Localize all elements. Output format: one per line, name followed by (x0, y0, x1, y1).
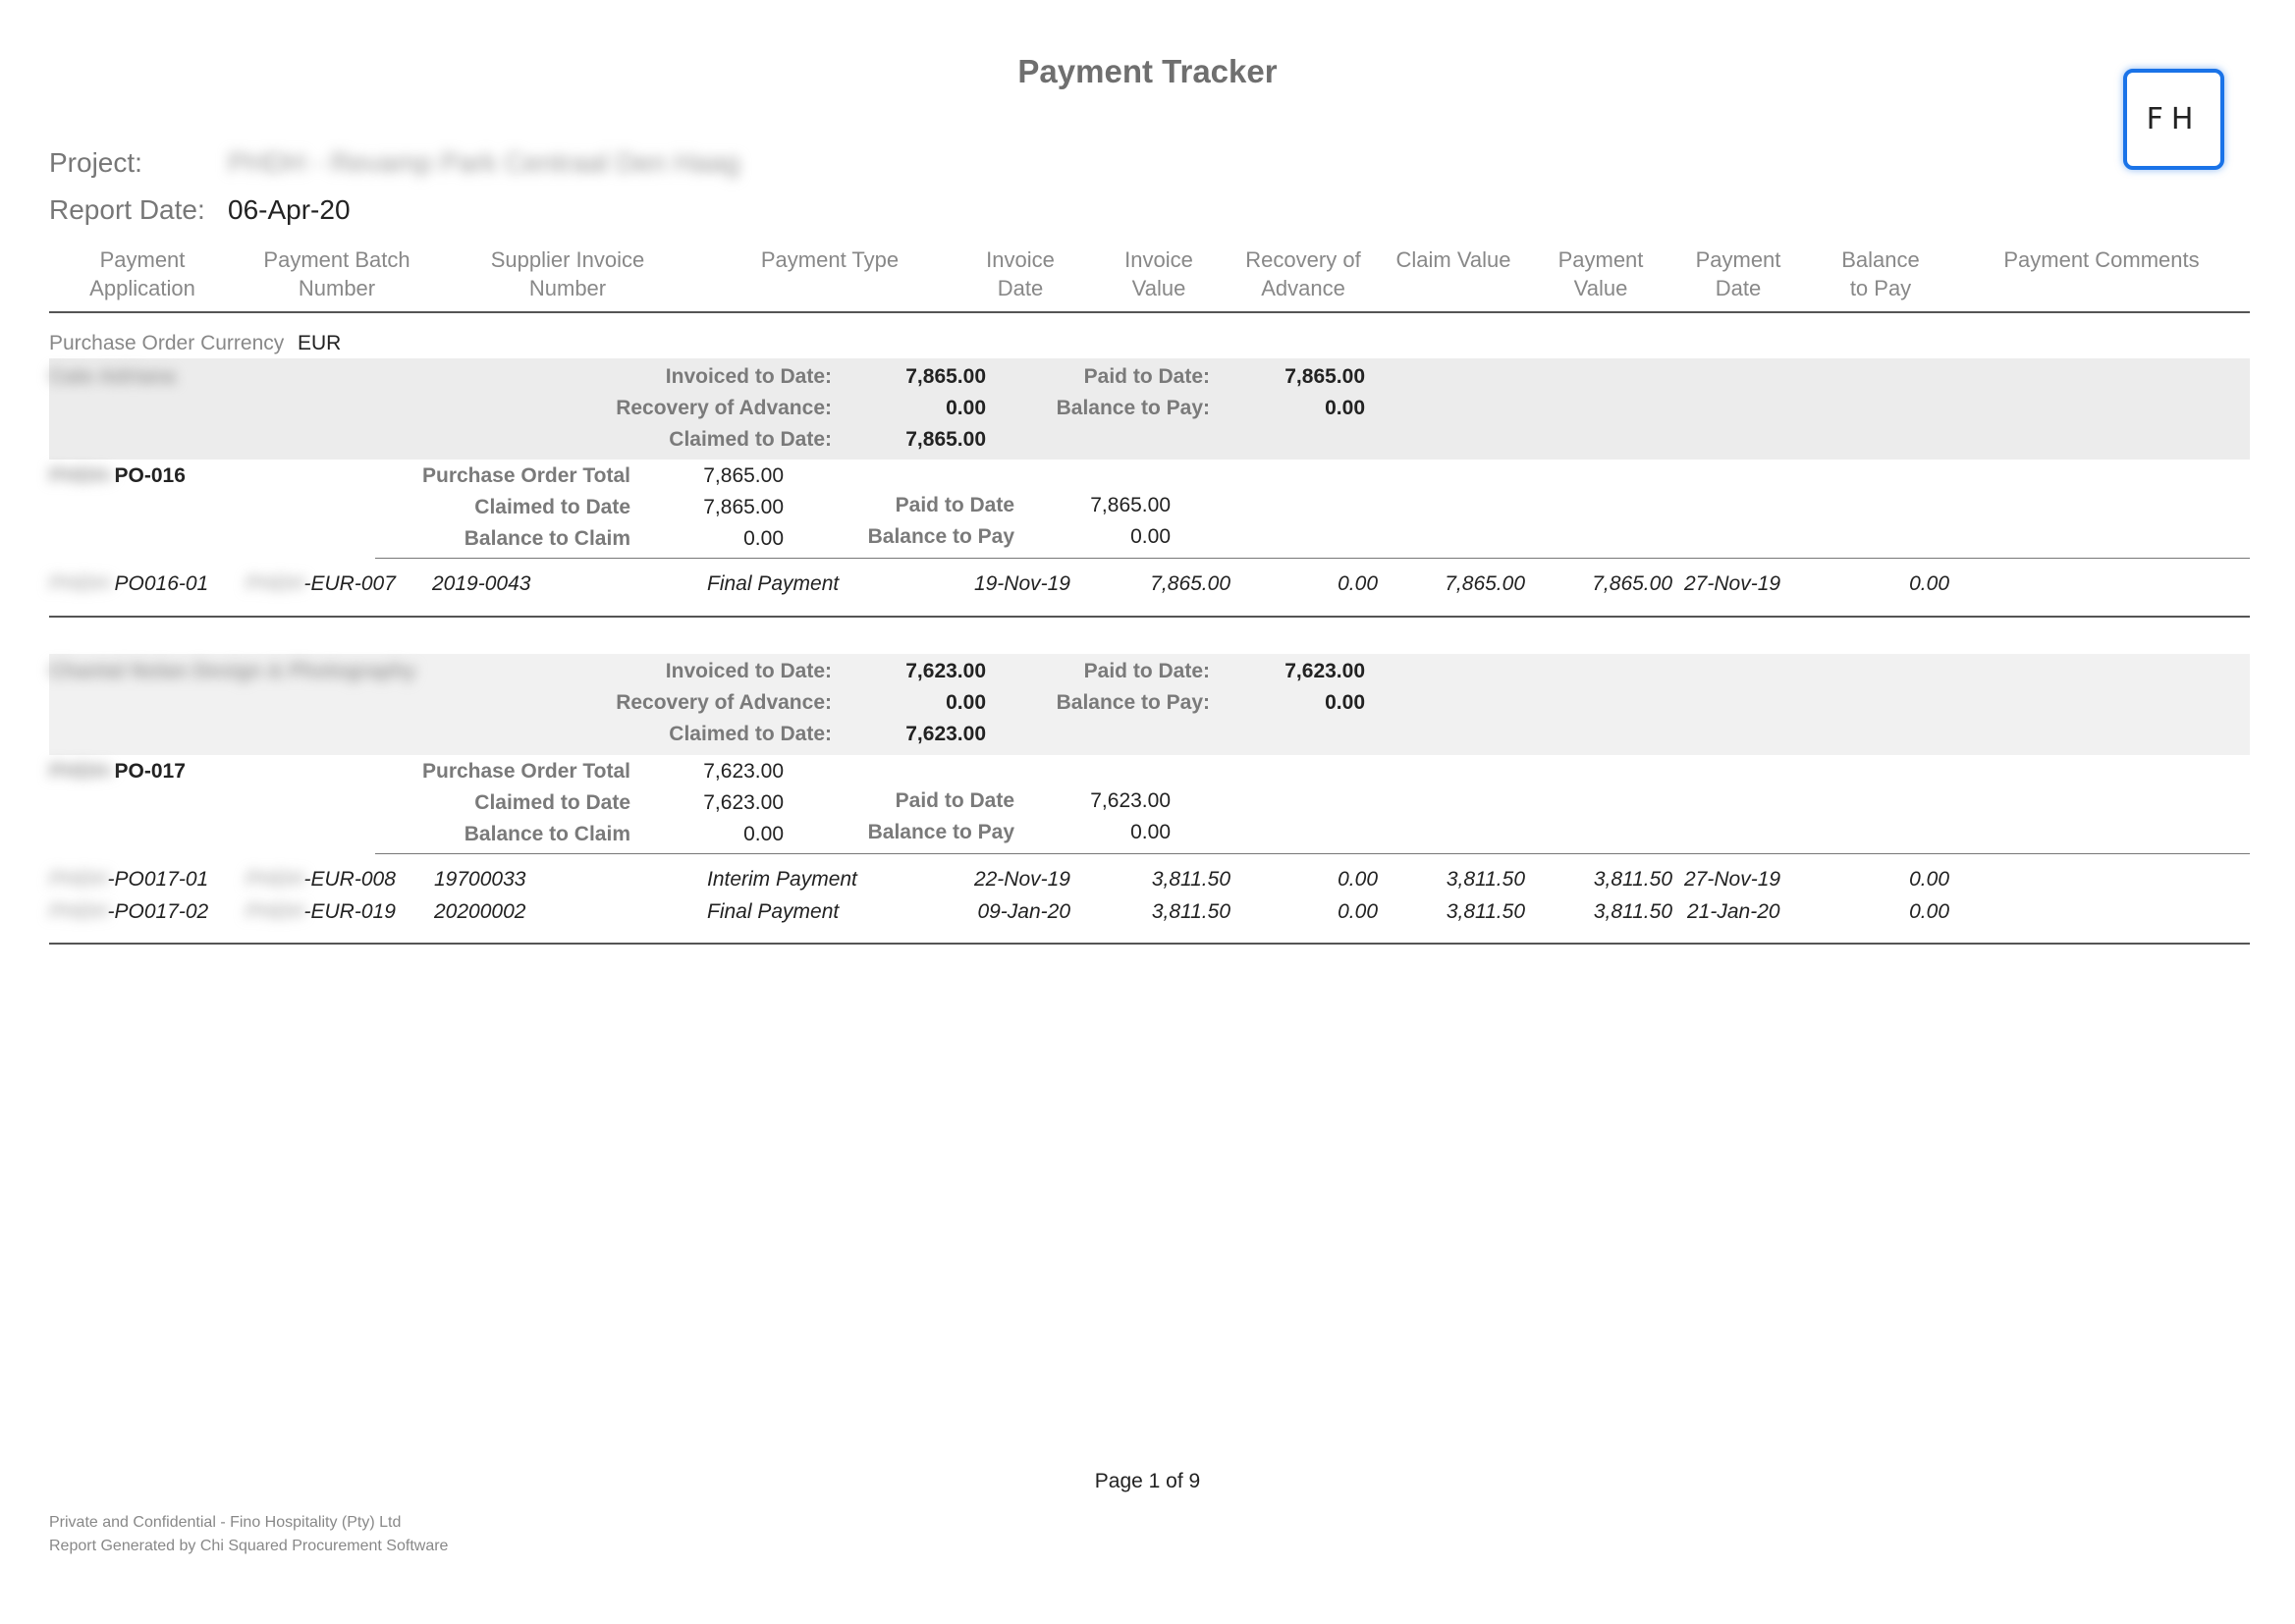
supplier-divider (49, 616, 2250, 618)
footer-confidential: Private and Confidential - Fino Hospitality (Pty) Ltd (49, 1514, 402, 1531)
invoiced-to-date-label: Invoiced to Date: (665, 660, 832, 682)
balance-to-pay-label: Balance to Pay: (1056, 397, 1210, 419)
invoiced-to-date-value: 7,623.00 (905, 660, 986, 682)
col-payment-application: Payment Application (89, 247, 195, 300)
claimed-to-date-label: Claimed to Date: (669, 428, 832, 451)
po-divider (375, 558, 2250, 559)
po-claimed-value: 7,865.00 (703, 496, 784, 518)
supplier-divider (49, 943, 2250, 945)
po-claimed-value: 7,623.00 (703, 791, 784, 814)
page-number: Page 1 of 9 (1094, 1470, 1201, 1492)
po-paid-label: Paid to Date (895, 789, 1014, 812)
po-balance-pay-label: Balance to Pay (867, 821, 1014, 843)
currency-value: EUR (298, 332, 342, 354)
po-total-value: 7,865.00 (703, 464, 784, 487)
header-divider (49, 311, 2250, 313)
balance-to-pay-label: Balance to Pay: (1056, 691, 1210, 714)
invoiced-to-date-label: Invoiced to Date: (665, 365, 832, 388)
po-claimed-label: Claimed to Date (474, 496, 630, 518)
col-invoice-date: Invoice Date (986, 247, 1055, 300)
paid-to-date-label: Paid to Date: (1083, 660, 1210, 682)
po-balance-claim-value: 0.00 (743, 527, 784, 550)
paid-to-date-label: Paid to Date: (1083, 365, 1210, 388)
table-row: PHDH-PO017-01 PHDH-EUR-008 19700033 Interim Payment 22-Nov-19 3,811.50 0.00 3,811.50 3,811.50 27-Nov-19 0.00 (49, 868, 1949, 891)
footer-generated-by: Report Generated by Chi Squared Procurement Software (49, 1538, 449, 1554)
claimed-to-date-label: Claimed to Date: (669, 723, 832, 745)
project-label: Project: (49, 147, 142, 178)
claimed-to-date-value: 7,623.00 (905, 723, 986, 745)
balance-to-pay-value: 0.00 (1325, 397, 1365, 419)
po-balance-pay-value: 0.00 (1130, 525, 1171, 548)
col-supplier-invoice: Supplier Invoice Number (490, 247, 645, 300)
balance-to-pay-value: 0.00 (1325, 691, 1365, 714)
po-number: PHDH-PO-017 (49, 760, 186, 783)
po-balance-claim-label: Balance to Claim (464, 527, 630, 550)
recovery-of-advance-value: 0.00 (946, 397, 986, 419)
paid-to-date-value: 7,623.00 (1284, 660, 1365, 682)
report-date-label: Report Date: (49, 194, 205, 225)
report-date-value: 06-Apr-20 (228, 194, 351, 225)
project-value: PHDH - Revamp Park Centraal Den Haag (228, 147, 740, 178)
po-paid-value: 7,623.00 (1090, 789, 1171, 812)
po-total-label: Purchase Order Total (421, 464, 630, 487)
po-number: PHDH-PO-016 (49, 464, 186, 487)
po-total-value: 7,623.00 (703, 760, 784, 783)
table-row: PHDH-PO017-02 PHDH-EUR-019 20200002 Final Payment 09-Jan-20 3,811.50 0.00 3,811.50 3,811.50 21-Jan-20 0.00 (49, 900, 1949, 923)
claimed-to-date-value: 7,865.00 (905, 428, 986, 451)
col-recovery-advance: Recovery of Advance (1245, 247, 1361, 300)
po-balance-pay-value: 0.00 (1130, 821, 1171, 843)
currency-label: Purchase Order Currency (49, 332, 285, 354)
po-divider (375, 853, 2250, 854)
invoiced-to-date-value: 7,865.00 (905, 365, 986, 388)
paid-to-date-value: 7,865.00 (1284, 365, 1365, 388)
supplier-name: Chantal Nolan Design & Photography (49, 660, 416, 682)
supplier-name: Cate Adriana (49, 365, 176, 388)
po-balance-claim-value: 0.00 (743, 823, 784, 845)
col-invoice-value: Invoice Value (1124, 247, 1193, 300)
col-payment-batch: Payment Batch Number (263, 247, 410, 300)
col-payment-comments: Payment Comments (2003, 247, 2200, 272)
recovery-of-advance-label: Recovery of Advance: (616, 691, 832, 714)
recovery-of-advance-label: Recovery of Advance: (616, 397, 832, 419)
po-balance-pay-label: Balance to Pay (867, 525, 1014, 548)
col-claim-value: Claim Value (1395, 247, 1511, 272)
po-paid-value: 7,865.00 (1090, 494, 1171, 516)
po-paid-label: Paid to Date (895, 494, 1014, 516)
po-claimed-label: Claimed to Date (474, 791, 630, 814)
col-payment-type: Payment Type (760, 247, 900, 272)
col-balance-to-pay: Balance to Pay (1841, 247, 1920, 300)
report-title: Payment Tracker (1017, 53, 1278, 89)
po-total-label: Purchase Order Total (421, 760, 630, 783)
recovery-of-advance-value: 0.00 (946, 691, 986, 714)
company-logo: FH (2123, 69, 2224, 170)
col-payment-value: Payment Value (1557, 247, 1644, 300)
table-row: PHDH-PO016-01 PHDH-EUR-007 2019-0043 Final Payment 19-Nov-19 7,865.00 0.00 7,865.00 7,865.00 27-Nov-19 0.00 (49, 572, 1949, 595)
po-balance-claim-label: Balance to Claim (464, 823, 630, 845)
col-payment-date: Payment Date (1695, 247, 1781, 300)
